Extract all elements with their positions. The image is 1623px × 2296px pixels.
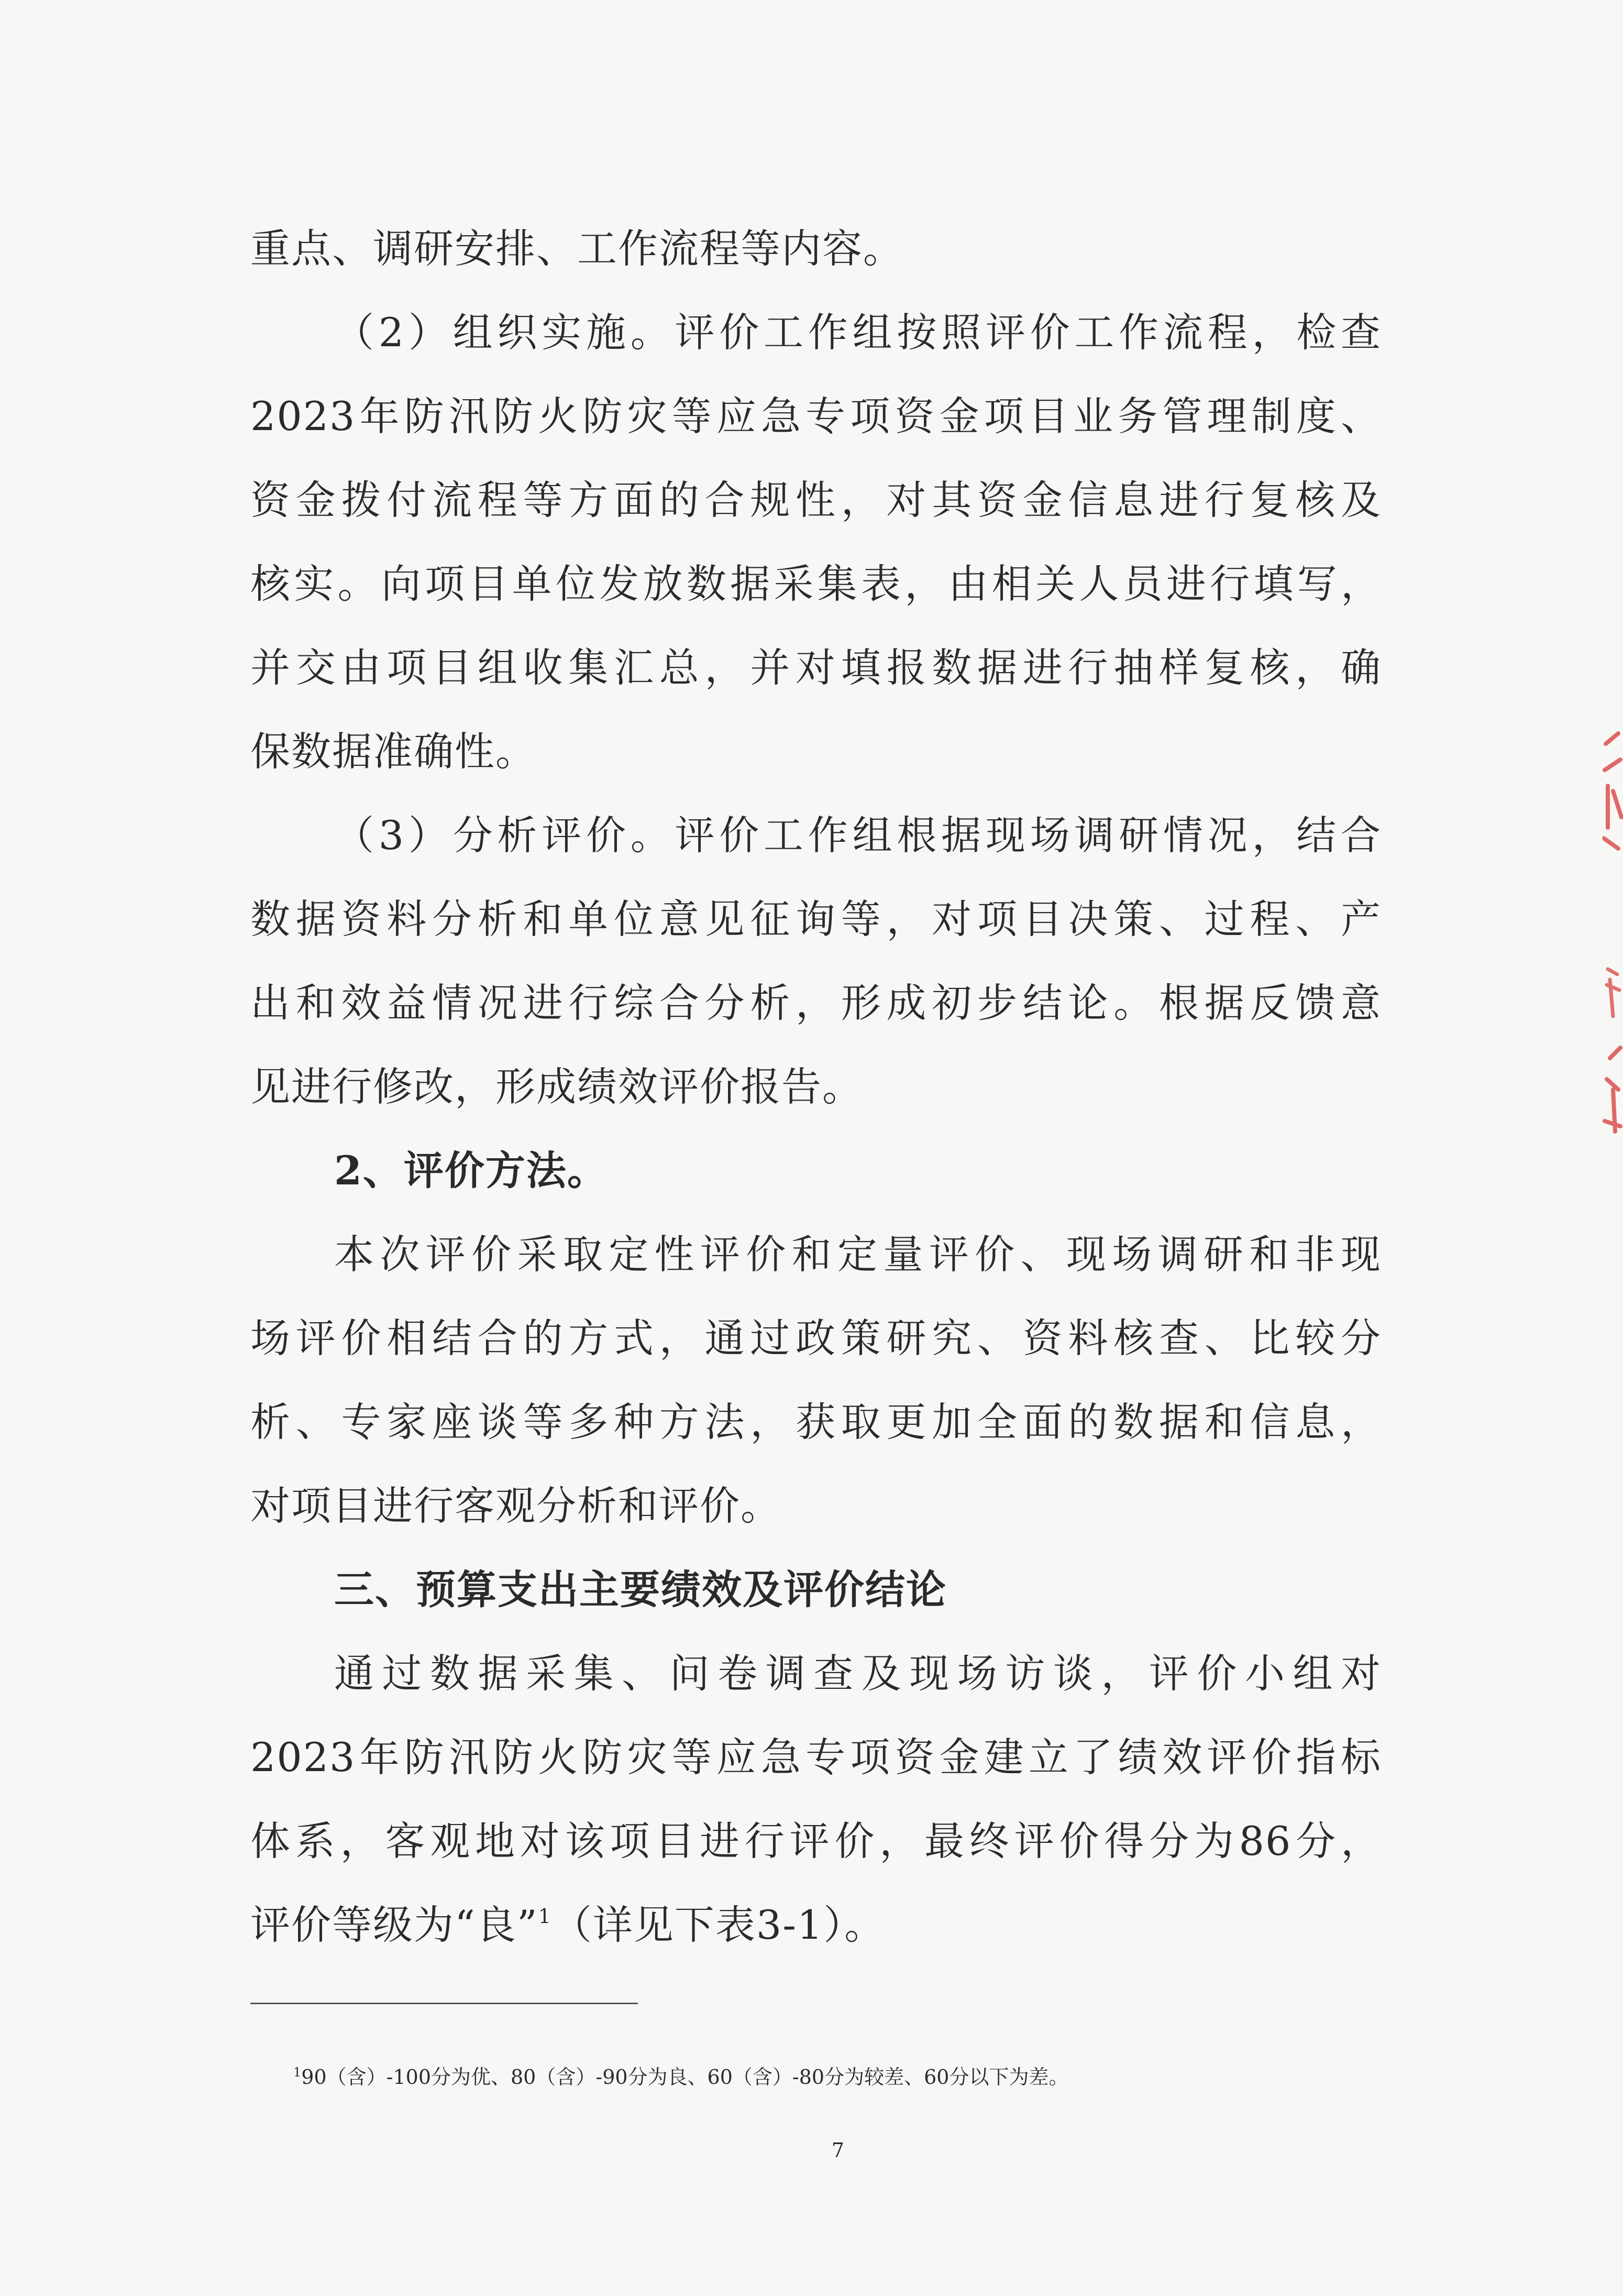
- text-line-20: 体系，客观地对该项目进行评价，最终评价得分为86分，: [250, 1818, 1382, 1864]
- footnote-reference[interactable]: 1: [538, 1905, 552, 1928]
- text-line-2: （2）组织实施。评价工作组按照评价工作流程，检查: [334, 309, 1382, 356]
- text-line-21: [250, 1883, 1382, 1967]
- text-line-3: 2023年防汛防火防灾等应急专项资金项目业务管理制度、: [250, 393, 1382, 440]
- red-seal-stamp: [1603, 723, 1623, 1194]
- text-line-13: 本次评价采取定性评价和定量评价、现场调研和非现: [334, 1231, 1382, 1278]
- footnote: [293, 2061, 1068, 2093]
- text-line-8: （3）分析评价。评价工作组根据现场调研情况，结合: [334, 812, 1382, 859]
- text-line-15: 析、专家座谈等多种方法，获取更加全面的数据和信息，: [250, 1399, 1382, 1445]
- table-reference-text: （详见下表3-1）。: [551, 1902, 886, 1948]
- body-text: [250, 207, 1382, 1967]
- page-number: 7: [831, 2139, 845, 2162]
- text-line-4: 资金拨付流程等方面的合规性，对其资金信息进行复核及: [250, 477, 1382, 523]
- footnote-marker: 1: [293, 2065, 302, 2080]
- rating-text: 评价等级为“良”: [250, 1902, 538, 1948]
- footnote-text: 90（含）-100分为优、80（含）-90分为良、60（含）-80分为较差、60分以下为差。: [301, 2066, 1069, 2089]
- text-line-16: 对项目进行客观分析和评价。: [250, 1482, 781, 1529]
- text-line-14: 场评价相结合的方式，通过政策研究、资料核查、比较分: [250, 1315, 1382, 1361]
- text-line-11: 见进行修改，形成绩效评价报告。: [250, 1063, 863, 1110]
- text-line-7: 保数据准确性。: [250, 728, 536, 775]
- text-line-6: 并交由项目组收集汇总，并对填报数据进行抽样复核，确: [250, 644, 1382, 691]
- section-heading-evaluation-method: 2、评价方法。: [334, 1147, 608, 1194]
- text-line-18: 通过数据采集、问卷调查及现场访谈，评价小组对: [334, 1650, 1382, 1697]
- footnote-separator: [250, 2003, 638, 2004]
- text-line-1: 重点、调研安排、工作流程等内容。: [250, 225, 904, 272]
- text-line-5: 核实。向项目单位发放数据采集表，由相关人员进行填写，: [250, 561, 1382, 607]
- section-heading-performance-conclusion: 三、预算支出主要绩效及评价结论: [334, 1566, 947, 1613]
- text-line-9: 数据资料分析和单位意见征询等，对项目决策、过程、产: [250, 896, 1382, 942]
- text-line-19: 2023年防汛防火防灾等应急专项资金建立了绩效评价指标: [250, 1734, 1382, 1781]
- text-line-10: 出和效益情况进行综合分析，形成初步结论。根据反馈意: [250, 980, 1382, 1026]
